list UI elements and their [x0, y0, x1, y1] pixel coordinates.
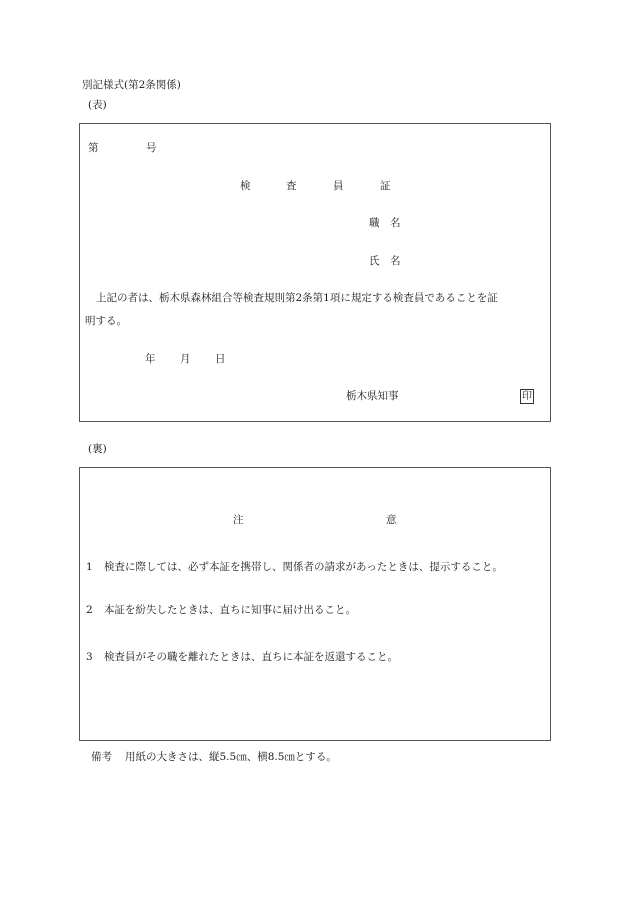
date-year: 年 [145, 353, 156, 365]
certification-line-1: 上記の者は、栃木県森林組合等検査規則第2条第1項に規定する検査員であることを証 [96, 292, 498, 304]
notice-item-1: 検査に際しては、必ず本証を携帯し、関係者の請求があったときは、提示すること。 [104, 561, 503, 573]
title-char-2: 査 [286, 180, 297, 192]
notice-char-1: 注 [233, 514, 244, 526]
number-dai: 第 [88, 142, 99, 154]
remark-text: 用紙の大きさは、縦5.5㎝、横8.5㎝とする。 [125, 751, 337, 763]
number-go: 号 [146, 142, 157, 154]
title-char-4: 証 [380, 180, 391, 192]
name-label: 氏 名 [369, 255, 401, 267]
issuer: 栃木県知事 [346, 390, 399, 402]
seal-stamp: 印 [522, 391, 532, 402]
notice-item-1-number: 1 [86, 561, 93, 573]
front-card [79, 123, 551, 422]
post-label: 職 名 [369, 217, 401, 229]
form-title: 別記様式(第2条関係) [82, 79, 181, 91]
back-label: (裏) [88, 443, 107, 455]
front-label: (表) [88, 99, 107, 111]
notice-item-3-number: 3 [86, 651, 93, 663]
remark-label: 備考 [91, 751, 112, 763]
title-char-1: 検 [240, 180, 251, 192]
notice-item-2-number: 2 [86, 604, 93, 616]
notice-item-3: 検査員がその職を離れたときは、直ちに本証を返還すること。 [104, 651, 398, 663]
notice-item-2: 本証を紛失したときは、直ちに知事に届け出ること。 [104, 604, 356, 616]
notice-char-2: 意 [386, 514, 397, 526]
date-day: 日 [215, 353, 226, 365]
date-month: 月 [180, 353, 191, 365]
certification-line-2: 明する。 [85, 315, 127, 327]
title-char-3: 員 [333, 180, 344, 192]
